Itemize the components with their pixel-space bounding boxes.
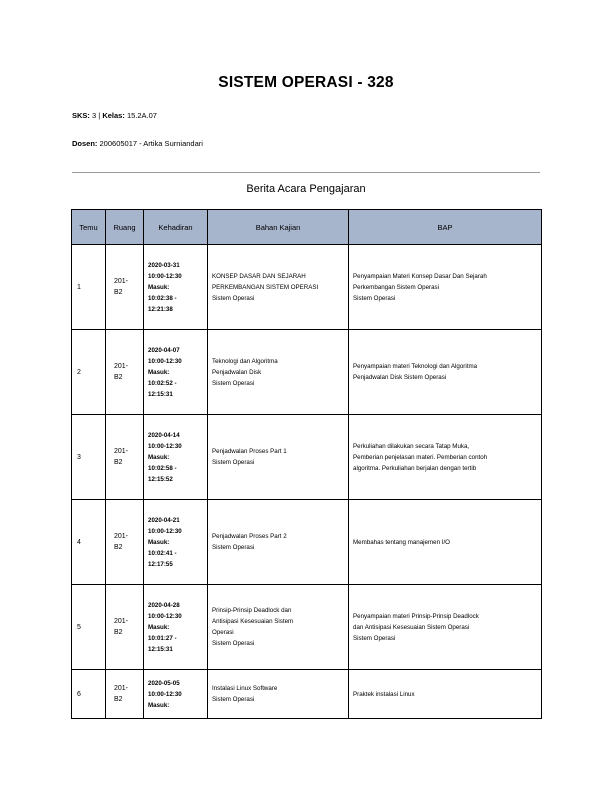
cell-line: Pemberian penjelasan materi. Pemberian contoh xyxy=(353,453,488,461)
cell-line: Penjadwalan Disk Sistem Operasi xyxy=(353,374,447,381)
cell-line: Sistem Operasi xyxy=(212,640,255,647)
cell-line: PERKEMBANGAN SISTEM OPERASI xyxy=(212,283,319,291)
cell-line: 10:00-12:30 xyxy=(148,442,182,450)
cell-line: Prinsip-Prinsip Deadlock dan xyxy=(212,607,292,614)
cell-line: 12:21:38 xyxy=(148,305,173,313)
cell-temu: 1 xyxy=(72,245,106,330)
cell-ruang xyxy=(106,415,144,500)
cell-ruang xyxy=(106,500,144,585)
table-row xyxy=(72,415,542,500)
cell-line: 2020-04-28 xyxy=(148,601,180,609)
cell-line: 10:02:52 - xyxy=(148,379,177,387)
cell-line: Penjadwalan Proses Part 1 xyxy=(212,448,287,455)
table-row xyxy=(72,500,542,585)
cell-temu: 6 xyxy=(72,670,106,719)
cell-line: 201- xyxy=(114,685,129,692)
cell-line: Teknologi dan Algoritma xyxy=(212,357,278,365)
kelas-value: 15.2A.07 xyxy=(126,111,157,120)
header-kehadiran: Kehadiran xyxy=(144,210,208,245)
cell-line: 12:15:31 xyxy=(148,645,173,653)
table-row xyxy=(72,585,542,670)
header-temu: Temu xyxy=(72,210,106,245)
cell-line: Perkuliahan dilakukan secara Tatap Muka, xyxy=(353,442,470,450)
cell-temu: 4 xyxy=(72,500,106,585)
cell-kehadiran xyxy=(144,670,208,719)
cell-line: 201- xyxy=(114,363,129,370)
cell-line: 201- xyxy=(114,448,129,455)
cell-bap xyxy=(349,245,542,330)
cell-ruang xyxy=(106,330,144,415)
cell-line: Sistem Operasi xyxy=(353,294,396,302)
cell-line: 10:00-12:30 xyxy=(148,690,182,698)
cell-line: Penyampaian materi Teknologi dan Algoritma xyxy=(353,363,478,370)
header-bahan-kajian: Bahan Kajian xyxy=(208,210,349,245)
page-title: SISTEM OPERASI - 328 xyxy=(218,74,394,91)
table-row xyxy=(72,670,542,719)
cell-bap xyxy=(349,500,542,585)
header-bap: BAP xyxy=(349,210,542,245)
table-header-row xyxy=(72,210,542,245)
sks-label: SKS: xyxy=(72,111,90,120)
cell-kehadiran xyxy=(144,415,208,500)
cell-line: B2 xyxy=(114,374,123,381)
cell-line: 10:00-12:30 xyxy=(148,357,182,365)
cell-bahan-kajian xyxy=(208,670,349,719)
cell-line: Sistem Operasi xyxy=(212,294,255,302)
cell-line: 10:00-12:30 xyxy=(148,272,182,280)
kelas-label: Kelas: xyxy=(102,111,125,120)
cell-line: Sistem Operasi xyxy=(212,379,255,387)
cell-temu: 5 xyxy=(72,585,106,670)
cell-line: 2020-03-31 xyxy=(148,261,180,269)
cell-line: 10:02:58 - xyxy=(148,464,177,472)
cell-line: Penyampaian Materi Konsep Dasar Dan Sejarah xyxy=(353,272,487,280)
cell-line: 2020-04-14 xyxy=(148,431,180,439)
cell-line: 10:02:38 - xyxy=(148,294,177,302)
cell-bap xyxy=(349,415,542,500)
cell-line: 201- xyxy=(114,618,129,625)
cell-kehadiran xyxy=(144,330,208,415)
cell-bap xyxy=(349,330,542,415)
cell-bap xyxy=(349,670,542,719)
cell-line: Masuk: xyxy=(148,623,170,631)
cell-line: Praktek instalasi Linux xyxy=(353,690,415,698)
cell-ruang xyxy=(106,585,144,670)
cell-ruang xyxy=(106,670,144,719)
cell-line: Masuk: xyxy=(148,701,170,709)
cell-bahan-kajian xyxy=(208,245,349,330)
cell-kehadiran xyxy=(144,245,208,330)
cell-line: Masuk: xyxy=(148,538,170,546)
cell-line: 10:01:27 - xyxy=(148,634,177,642)
cell-line: Masuk: xyxy=(148,283,170,291)
cell-line: 2020-05-05 xyxy=(148,679,180,687)
meta-separator: | xyxy=(98,111,101,120)
cell-line: B2 xyxy=(114,696,123,703)
cell-line: algoritma. Perkuliahan berjalan dengan tertib xyxy=(353,464,477,472)
cell-line: Sistem Operasi xyxy=(353,634,396,642)
course-meta xyxy=(72,111,157,120)
cell-bahan-kajian xyxy=(208,500,349,585)
cell-line: Antisipasi Kesesuaian Sistem xyxy=(212,618,294,625)
cell-ruang xyxy=(106,245,144,330)
table-row xyxy=(72,330,542,415)
section-title: Berita Acara Pengajaran xyxy=(246,183,366,195)
dosen-label: Dosen: xyxy=(72,139,98,148)
cell-line: B2 xyxy=(114,629,123,636)
cell-line: Penjadwalan Disk xyxy=(212,368,262,376)
cell-line: 12:15:52 xyxy=(148,475,173,483)
cell-line: Penjadwalan Proses Part 2 xyxy=(212,533,287,540)
dosen-value: 200605017 - Artika Surniandari xyxy=(99,139,203,148)
table-row xyxy=(72,245,542,330)
cell-line: 10:00-12:30 xyxy=(148,612,182,620)
cell-line: Instalasi Linux Software xyxy=(212,685,278,692)
cell-bap xyxy=(349,585,542,670)
cell-kehadiran xyxy=(144,585,208,670)
cell-temu: 3 xyxy=(72,415,106,500)
cell-line: 12:17:55 xyxy=(148,560,173,568)
cell-line: 12:15:31 xyxy=(148,390,173,398)
cell-line: 10:00-12:30 xyxy=(148,527,182,535)
cell-line: Operasi xyxy=(212,629,234,636)
cell-line: Masuk: xyxy=(148,368,170,376)
cell-line: B2 xyxy=(114,289,123,296)
cell-kehadiran xyxy=(144,500,208,585)
cell-line: Sistem Operasi xyxy=(212,544,255,551)
cell-line: 2020-04-21 xyxy=(148,516,180,524)
cell-line: Perkembangan Sistem Operasi xyxy=(353,283,439,291)
cell-line: Masuk: xyxy=(148,453,170,461)
sks-value: 3 xyxy=(92,111,97,120)
cell-line: 2020-04-07 xyxy=(148,346,180,354)
cell-line: B2 xyxy=(114,544,123,551)
cell-line: Membahas tentang manajemen I/O xyxy=(353,538,450,546)
divider xyxy=(72,172,540,173)
header-ruang: Ruang xyxy=(106,210,144,245)
lecturer-meta xyxy=(72,139,203,148)
cell-line: 201- xyxy=(114,533,129,540)
cell-line: 10:02:41 - xyxy=(148,549,177,557)
cell-bahan-kajian xyxy=(208,415,349,500)
cell-line: Sistem Operasi xyxy=(212,696,255,703)
bap-table xyxy=(71,209,542,719)
cell-line: 201- xyxy=(114,278,129,285)
cell-line: KONSEP DASAR DAN SEJARAH xyxy=(212,272,306,280)
cell-temu: 2 xyxy=(72,330,106,415)
cell-line: B2 xyxy=(114,459,123,466)
cell-bahan-kajian xyxy=(208,330,349,415)
cell-line: Sistem Operasi xyxy=(212,459,255,466)
cell-line: Penyampaian materi Prinsip-Prinsip Deadlock xyxy=(353,612,479,620)
cell-bahan-kajian xyxy=(208,585,349,670)
cell-line: dan Antisipasi Kesesuaian Sistem Operasi xyxy=(353,623,470,631)
